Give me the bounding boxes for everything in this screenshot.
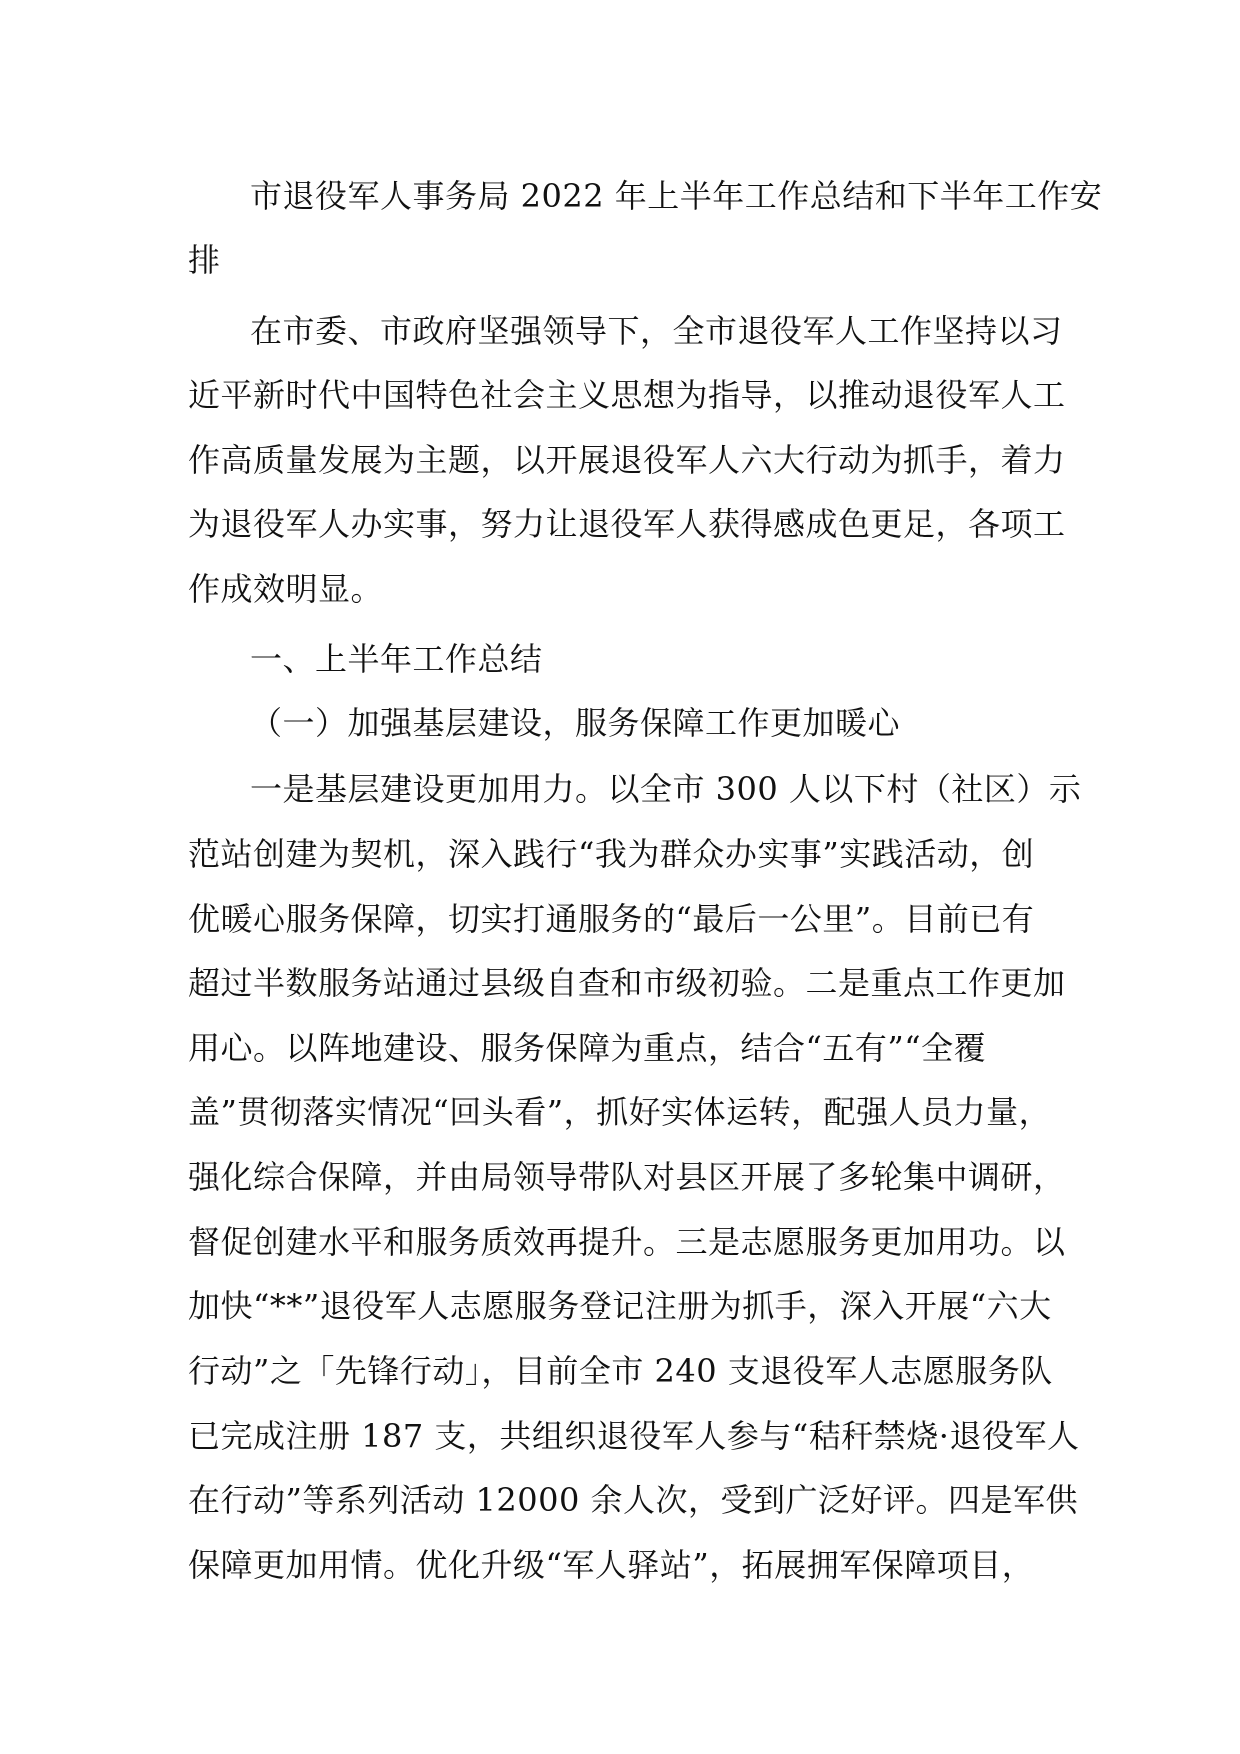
body-paragraph-line: 在行动”等系列活动 12000 余人次，受到广泛好评。四是军供 bbox=[188, 1481, 1079, 1519]
body-paragraph-line: 加快“**”退役军人志愿服务登记注册为抓手，深入开展“六大 bbox=[188, 1287, 1052, 1325]
body-paragraph-line: 已完成注册 187 支，共组织退役军人参与“秸秆禁烧·退役军人 bbox=[188, 1417, 1080, 1455]
document-title-line-1: 市退役军人事务局 2022 年上半年工作总结和下半年工作安 bbox=[250, 177, 1103, 215]
intro-paragraph-line: 在市委、市政府坚强领导下，全市退役军人工作坚持以习 bbox=[250, 312, 1063, 350]
body-paragraph-line: 督促创建水平和服务质效再提升。三是志愿服务更加用功。以 bbox=[188, 1223, 1066, 1261]
body-paragraph-line: 强化综合保障，并由局领导带队对县区开展了多轮集中调研， bbox=[188, 1158, 1066, 1196]
body-paragraph-line: 范站创建为契机，深入践行“我为群众办实事”实践活动，创 bbox=[188, 835, 1035, 873]
intro-paragraph-line: 作高质量发展为主题，以开展退役军人六大行动为抓手，着力 bbox=[188, 441, 1066, 479]
body-paragraph-line: 保障更加用情。优化升级“军人驿站”，拓展拥军保障项目， bbox=[188, 1546, 1035, 1584]
subsection-heading: （一）加强基层建设，服务保障工作更加暖心 bbox=[250, 704, 901, 742]
intro-paragraph-line: 近平新时代中国特色社会主义思想为指导，以推动退役军人工 bbox=[188, 376, 1066, 414]
intro-paragraph-line: 作成效明显。 bbox=[188, 570, 384, 608]
body-paragraph-line: 盖”贯彻落实情况“回头看”，抓好实体运转，配强人员力量， bbox=[188, 1093, 1052, 1131]
body-paragraph-line: 一是基层建设更加用力。以全市 300 人以下村（社区）示 bbox=[250, 770, 1082, 808]
body-paragraph-line: 超过半数服务站通过县级自查和市级初验。二是重点工作更加 bbox=[188, 964, 1066, 1002]
body-paragraph-line: 用心。以阵地建设、服务保障为重点，结合“五有”“全覆 bbox=[188, 1029, 987, 1067]
body-paragraph-line: 行动”之「先锋行动」，目前全市 240 支退役军人志愿服务队 bbox=[188, 1352, 1053, 1390]
section-heading: 一、上半年工作总结 bbox=[250, 640, 543, 678]
intro-paragraph-line: 为退役军人办实事，努力让退役军人获得感成色更足，各项工 bbox=[188, 505, 1066, 543]
document-title-line-2: 排 bbox=[188, 241, 221, 279]
body-paragraph-line: 优暖心服务保障，切实打通服务的“最后一公里”。目前已有 bbox=[188, 900, 1035, 938]
